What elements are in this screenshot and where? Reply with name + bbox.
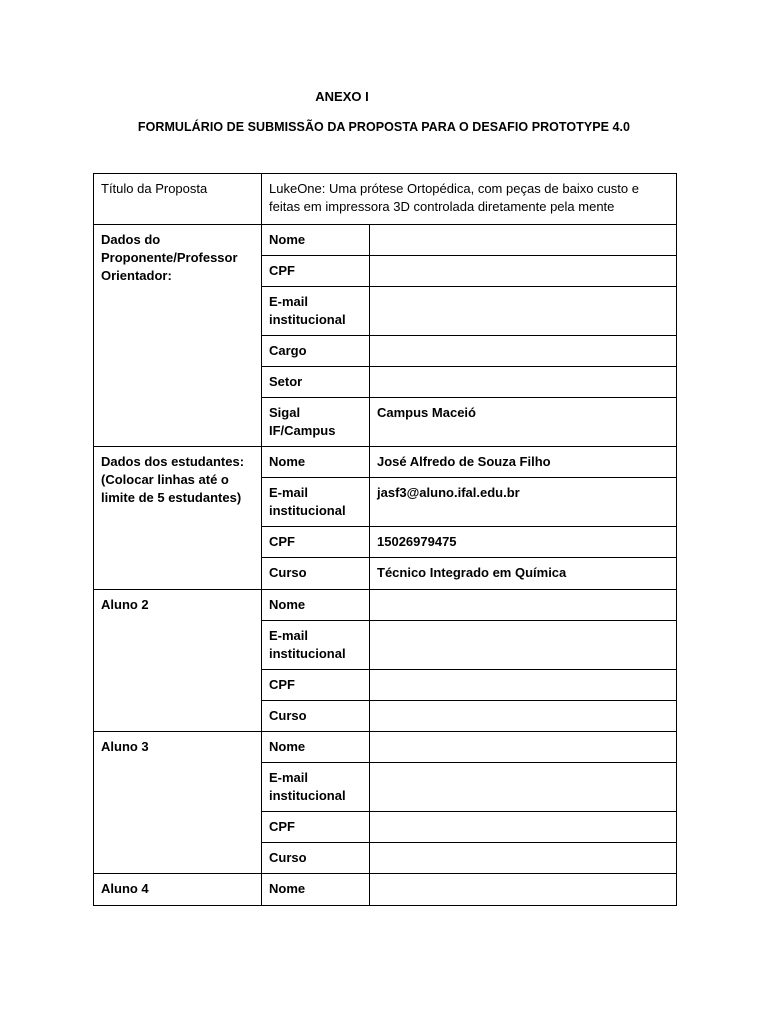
student-row <box>94 447 677 478</box>
aluno3-email-label: E-mail institucional <box>262 763 370 812</box>
aluno2-section-label: Aluno 2 <box>94 590 262 732</box>
student-curso-label: Curso <box>262 558 370 590</box>
aluno3-curso-label: Curso <box>262 843 370 874</box>
aluno4-name-label: Nome <box>262 874 370 906</box>
proponent-email-label: E-mail institucional <box>262 287 370 336</box>
proponent-cargo-label: Cargo <box>262 336 370 367</box>
student-cpf-value[interactable]: 15026979475 <box>370 527 677 558</box>
aluno4-row <box>94 874 677 906</box>
aluno2-curso-label: Curso <box>262 701 370 732</box>
student-email-label: E-mail institucional <box>262 478 370 527</box>
proposal-title-label: Título da Proposta <box>94 174 262 225</box>
proponent-campus-label: Sigal IF/Campus <box>262 398 370 447</box>
submission-form-table <box>93 173 677 906</box>
proponent-cpf-value[interactable] <box>370 256 677 287</box>
annex-title: ANEXO I <box>315 89 369 104</box>
proponent-setor-value[interactable] <box>370 367 677 398</box>
aluno3-row <box>94 732 677 763</box>
aluno2-cpf-value[interactable] <box>370 670 677 701</box>
proponent-row <box>94 225 677 256</box>
proponent-campus-value[interactable]: Campus Maceió <box>370 398 677 447</box>
aluno3-section-label: Aluno 3 <box>94 732 262 874</box>
students-section-label: Dados dos estudantes: (Colocar linhas até o limite de 5 estudantes) <box>94 447 262 590</box>
student-name-label: Nome <box>262 447 370 478</box>
aluno4-name-value[interactable] <box>370 874 677 906</box>
proponent-setor-label: Setor <box>262 367 370 398</box>
proponent-cpf-label: CPF <box>262 256 370 287</box>
aluno2-name-label: Nome <box>262 590 370 621</box>
aluno2-curso-value[interactable] <box>370 701 677 732</box>
aluno2-email-value[interactable] <box>370 621 677 670</box>
form-title: FORMULÁRIO DE SUBMISSÃO DA PROPOSTA PARA O DESAFIO PROTOTYPE 4.0 <box>137 120 631 134</box>
aluno3-cpf-value[interactable] <box>370 812 677 843</box>
aluno2-name-value[interactable] <box>370 590 677 621</box>
aluno3-curso-value[interactable] <box>370 843 677 874</box>
proponent-name-label: Nome <box>262 225 370 256</box>
proponent-email-value[interactable] <box>370 287 677 336</box>
student-name-value[interactable]: José Alfredo de Souza Filho <box>370 447 677 478</box>
student-email-value[interactable]: jasf3@aluno.ifal.edu.br <box>370 478 677 527</box>
aluno3-email-value[interactable] <box>370 763 677 812</box>
aluno2-row <box>94 590 677 621</box>
student-curso-value[interactable]: Técnico Integrado em Química <box>370 558 677 590</box>
aluno3-name-label: Nome <box>262 732 370 763</box>
proposal-title-row <box>94 174 677 225</box>
aluno4-section-label: Aluno 4 <box>94 874 262 906</box>
proponent-name-value[interactable] <box>370 225 677 256</box>
student-cpf-label: CPF <box>262 527 370 558</box>
aluno2-cpf-label: CPF <box>262 670 370 701</box>
aluno3-name-value[interactable] <box>370 732 677 763</box>
proponent-section-label: Dados do Proponente/Professor Orientador: <box>94 225 262 447</box>
aluno2-email-label: E-mail institucional <box>262 621 370 670</box>
proposal-title-value: LukeOne: Uma prótese Ortopédica, com peças de baixo custo e feitas em impressora 3D controlada diretamente pela mente <box>262 174 677 225</box>
proponent-cargo-value[interactable] <box>370 336 677 367</box>
aluno3-cpf-label: CPF <box>262 812 370 843</box>
